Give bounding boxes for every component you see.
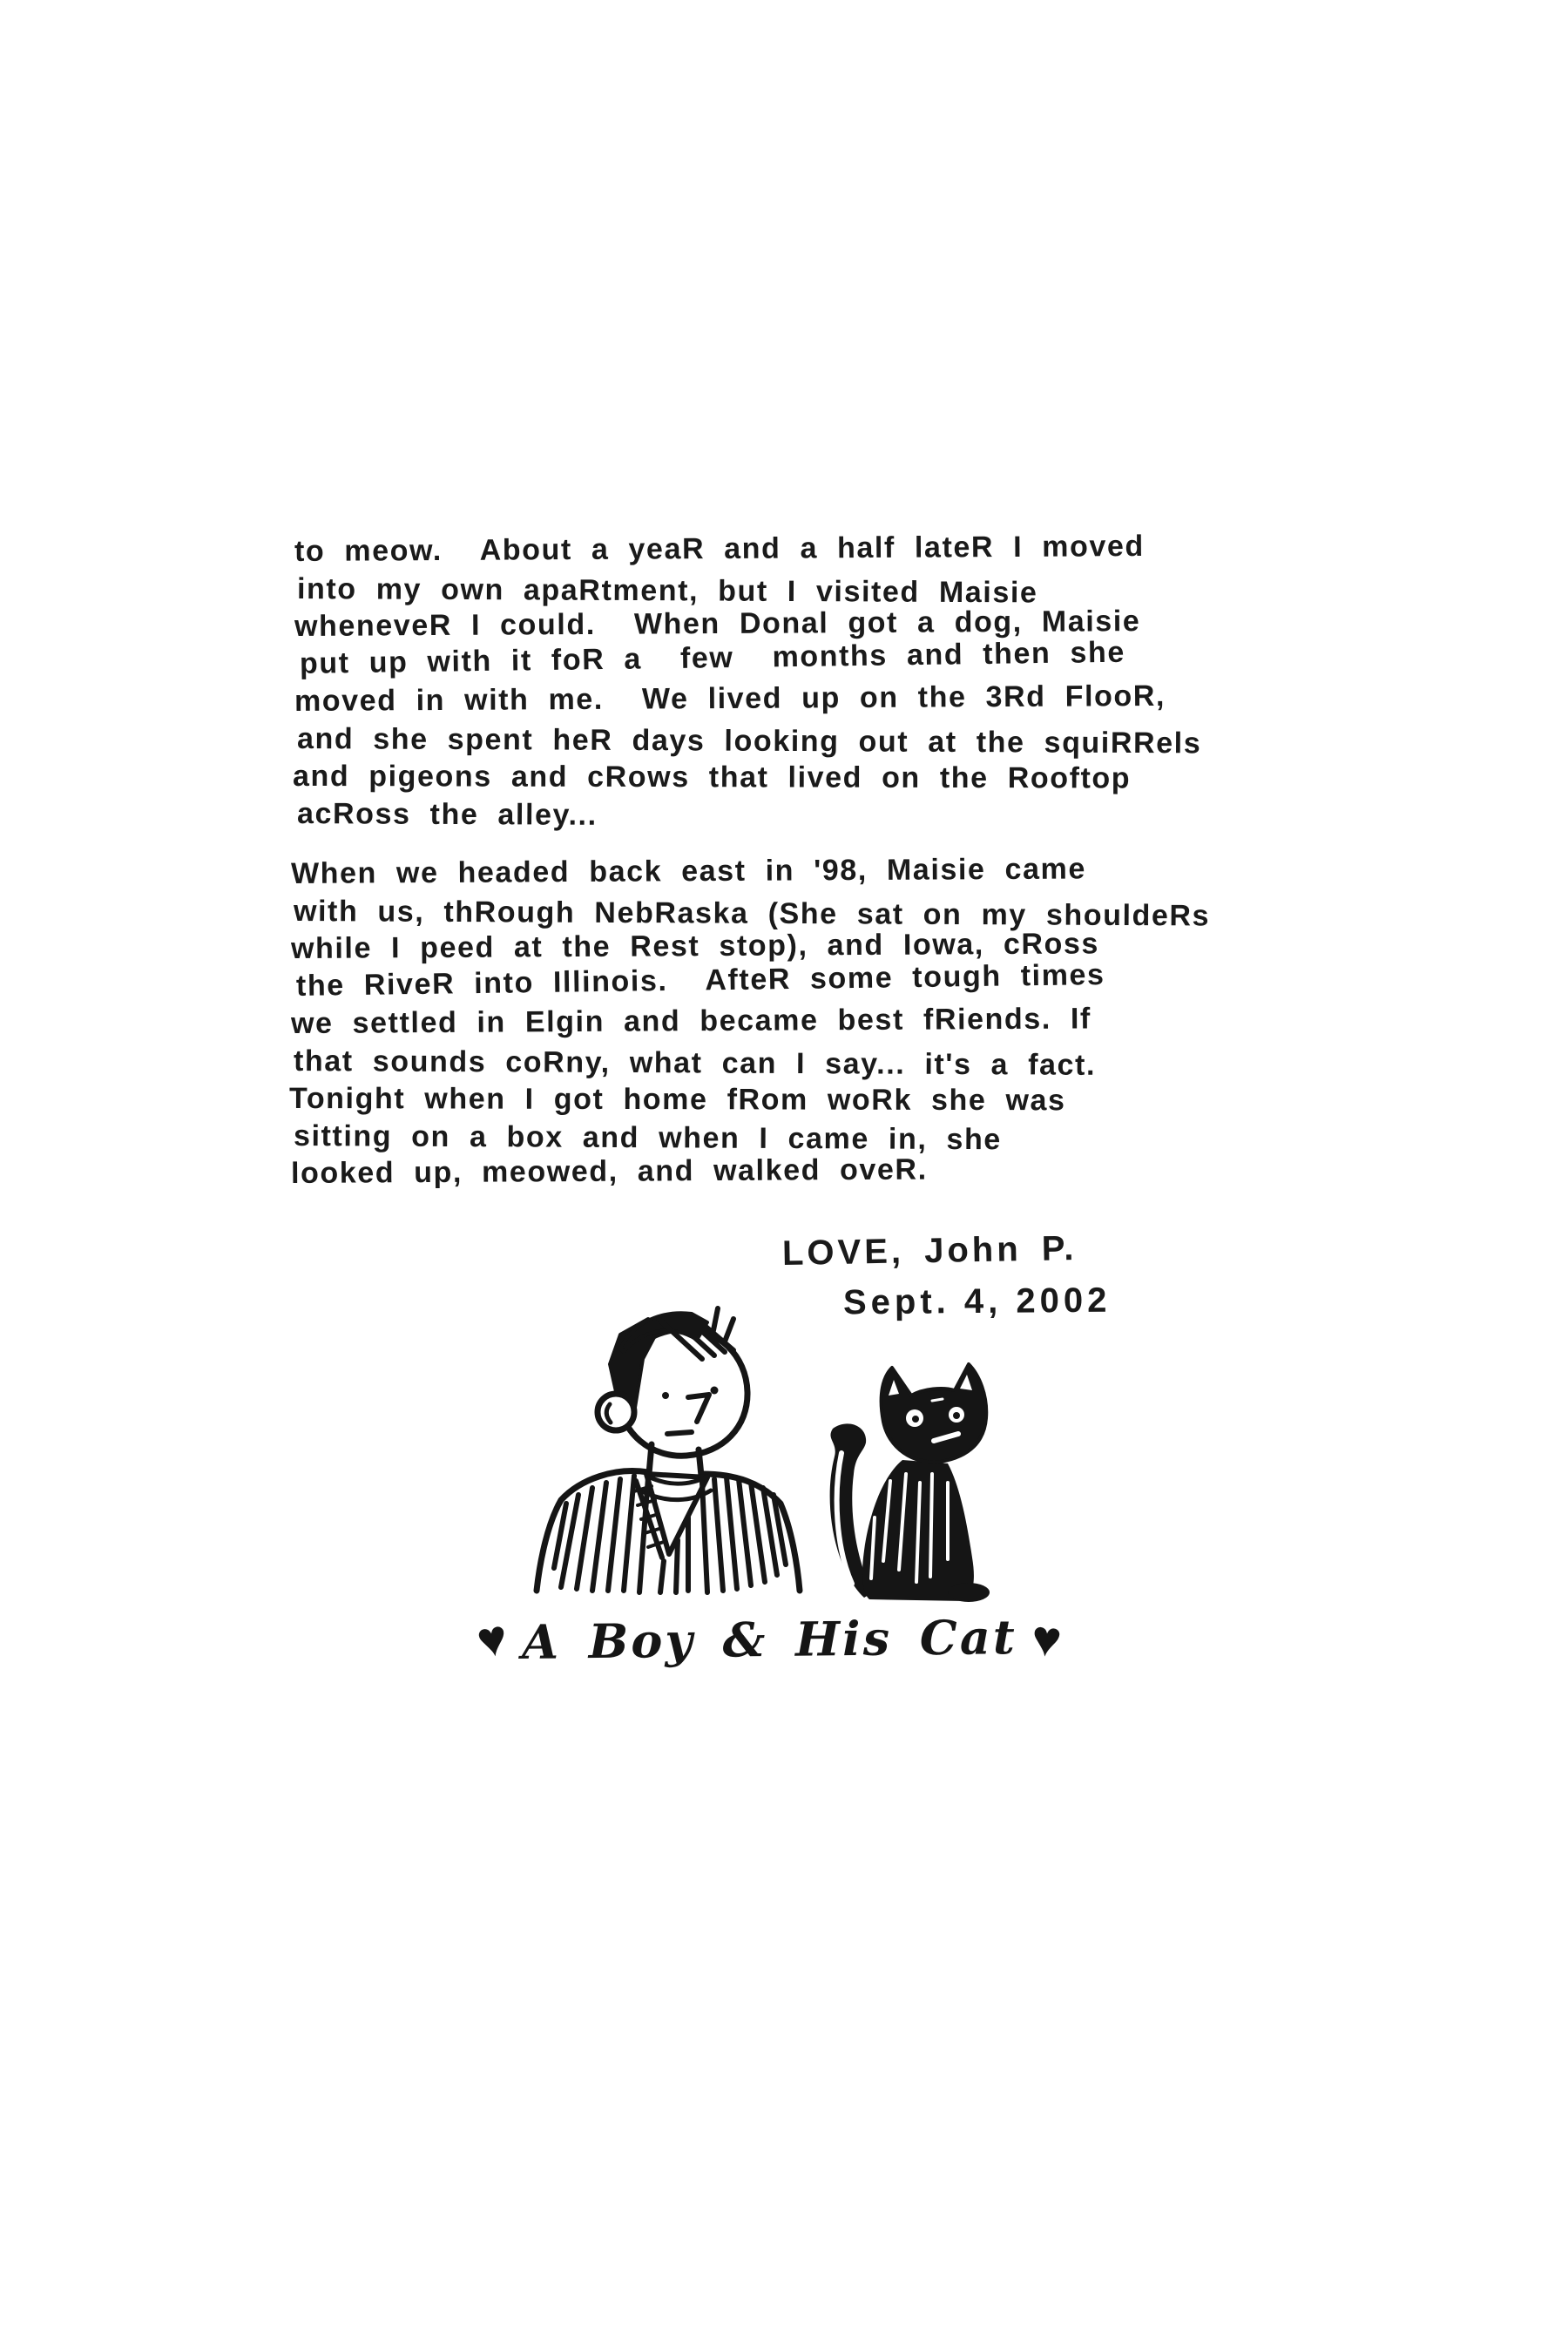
heart-icon: ♥ [472,1608,512,1670]
boy-eye-right [711,1387,719,1395]
cat-head-speck [932,1399,943,1401]
signature-date-line: Sept. 4, 2002 [842,1281,1112,1322]
letter-line: sitting on a box and when I came in, she [293,1119,1002,1157]
drawing-caption [472,1605,1064,1674]
cat-pupil-right [953,1412,960,1419]
cat-drawing [830,1364,990,1602]
letter-line: while I peed at the Rest stop), and Iowa, cRoss [290,927,1100,965]
letter-line: When we headed back east in '98, Maisie came [290,852,1087,890]
caption-text: A Boy & His Cat [521,1609,1017,1670]
boy-mouth [667,1432,692,1434]
letter-line: acRoss the alley... [296,797,598,832]
letter-line: wheneveR I could. When Donal got a dog, Maisie [294,605,1141,643]
cat-paw [948,1583,990,1602]
boy-and-cat-drawing [488,1298,1080,1620]
letter-line: and she spent heR days looking out at the squiRRels [296,722,1202,760]
letter-line: looked up, meowed, and walked oveR. [290,1152,928,1190]
paragraph-1 [292,530,1322,833]
boy-ear [598,1394,634,1430]
letter-line: put up with it foR a few months and then she [299,635,1126,680]
paragraph-2 [288,852,1319,1193]
letter-line: Tonight when I got home fRom woRk she was [288,1081,1066,1118]
cat-pupil-left [912,1416,919,1423]
cat-head [882,1364,987,1463]
letter-line: to meow. About a yeaR and a half lateR I moved [294,530,1145,568]
letter-line: moved in with me. We lived up on the 3Rd FlooR, [294,679,1166,718]
boy-hair-strokes [725,1319,733,1342]
letter-line: with us, thRough NebRaska (She sat on my shouldeRs [293,895,1211,933]
letter-line: the RiveR into Illinois. AfteR some tough times [295,957,1105,1003]
boy-hair-strokes [713,1308,718,1335]
signature-love-line: LOVE, John P. [781,1229,1078,1273]
letter-line: into my own apaRtment, but I visited Maisie [296,572,1038,610]
heart-icon: ♥ [1028,1609,1064,1669]
letter-line: and pigeons and cRows that lived on the Rooftop [292,759,1132,795]
boy-sweater-stripes [702,1477,786,1592]
boy-eye-left [662,1392,669,1399]
letter-line: that sounds coRny, what can I say... it's a fact. [293,1044,1097,1082]
boy-drawing [537,1308,800,1592]
letter-line: we settled in Elgin and became best fRiends. If [290,1002,1092,1040]
